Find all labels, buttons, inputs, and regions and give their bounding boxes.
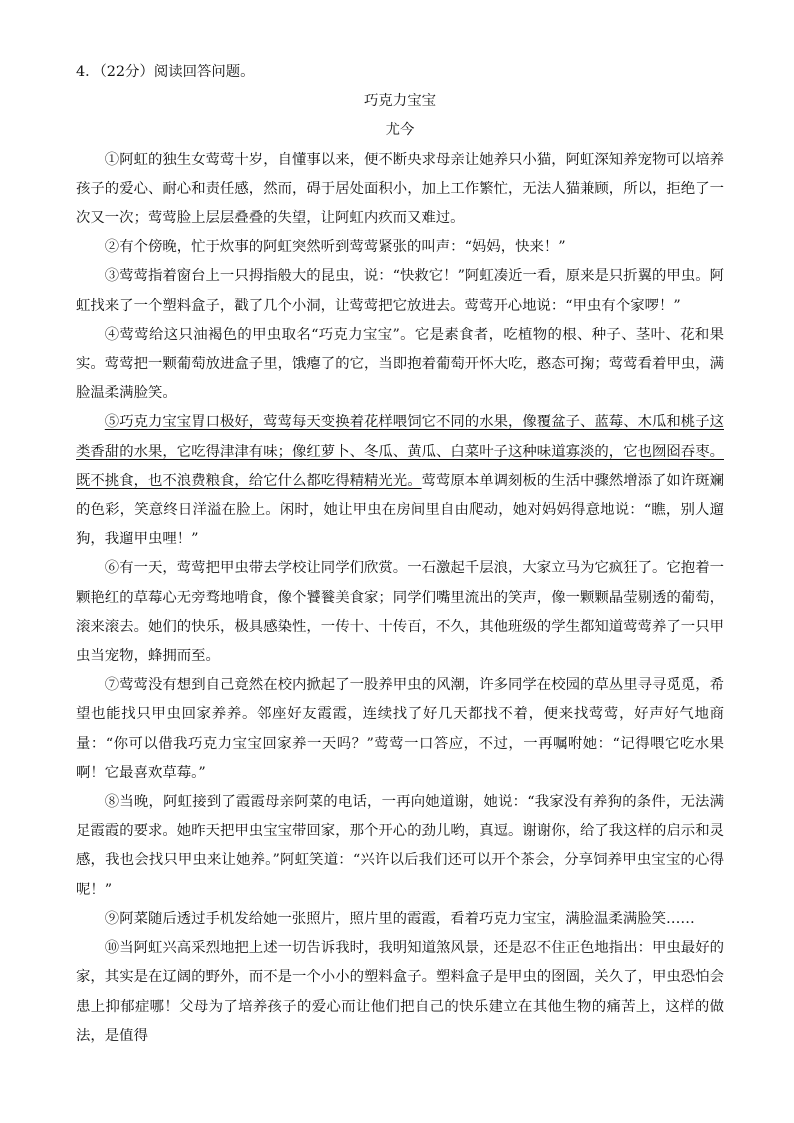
paragraph-5-underlined-text: ⑤巧克力宝宝胃口极好，莺莺每天变换着花样喂饲它不同的水果，像覆盆子、蓝莓、木瓜和桃子这类香甜的水果，它吃得津津有味；像红萝卜、冬瓜、黄瓜、白菜叶子这种味道寡淡的，它也囫囵吞枣。既不挑食，也不浪费粮食，给它什么都吃得精精光光。 — [76, 414, 724, 489]
paragraph-7: ⑦莺莺没有想到自己竟然在校内掀起了一股养甲虫的风潮，许多同学在校园的草丛里寻寻觅觅，希望也能找只甲虫回家养养。邻座好友霞霞，连续找了好几天都找不着，便来找莺莺，好声好气地商量：“你可以借我巧克力宝宝回家养一天吗？”莺莺一口答应，不过，一再嘱咐她：“记得喂它吃水果啊！它最喜欢草莓。” — [76, 677, 724, 781]
paragraph-10: ⑩当阿虹兴高采烈地把上述一切告诉我时，我明知道煞风景，还是忍不住正色地指出：甲虫最好的家，其实是在辽阔的野外，而不是一个小小的塑料盒子。塑料盒子是甲虫的囹圄，关久了，甲虫恐怕会患上抑郁症哪！父母为了培养孩子的爱心而让他们把自己的快乐建立在其他生物的痛苦上，这样的做法，是值得 — [76, 940, 724, 1044]
question-header: 4．（22分）阅读回答问题。 — [76, 64, 255, 80]
paragraph-5 — [76, 408, 724, 554]
exam-page — [76, 58, 724, 1051]
paragraph-2: ②有个傍晚，忙于炊事的阿虹突然听到莺莺紧张的叫声：“妈妈，快来！” — [104, 239, 566, 256]
paragraph-1: ①阿虹的独生女莺莺十岁，自懂事以来，便不断央求母亲让她养只小猫，阿虹深知养宠物可以培养孩子的爱心、耐心和责任感，然而，碍于居处面积小，加上工作繁忙，无法人猫兼顾，所以，拒绝了一次又一次；莺莺脸上层层叠叠的失望，让阿虹内疚而又难过。 — [76, 151, 724, 227]
paragraph-4: ④莺莺给这只油褐色的甲虫取名“巧克力宝宝”。它是素食者，吃植物的根、种子、茎叶、花和果实。莺莺把一颗葡萄放进盒子里，饿瘪了的它，当即抱着葡萄开怀大吃，憨态可掬；莺莺看着甲虫，满脸温柔满脸笑。 — [76, 326, 724, 402]
paragraph-8: ⑧当晚，阿虹接到了霞霞母亲阿菜的电话，一再向她道谢，她说：“我家没有养狗的条件，无法满足霞霞的要求。她昨天把甲虫宝宝带回家，那个开心的劲儿哟，真逗。谢谢你，给了我这样的启示和灵感，我也会找只甲虫来让她养。”阿虹笑道：“兴许以后我们还可以开个茶会，分享饲养甲虫宝宝的心得呢！” — [76, 794, 724, 898]
article-author: 尤今 — [385, 122, 415, 139]
article-title: 巧克力宝宝 — [364, 93, 436, 110]
paragraph-6: ⑥有一天，莺莺把甲虫带去学校让同学们欣赏。一石激起千层浪，大家立马为它疯狂了。它抱着一颗艳红的草莓心无旁骛地啃食，像个饕餮美食家；同学们嘴里流出的笑声，像一颗颗晶莹剔透的葡萄，滚来滚去。她们的快乐，极具感染性，一传十、十传百，不久，其他班级的学生都知道莺莺养了一只甲虫当宠物，蜂拥而至。 — [76, 560, 724, 665]
paragraph-9: ⑨阿菜随后透过手机发给她一张照片，照片里的霞霞，看着巧克力宝宝，满脸温柔满脸笑…… — [104, 910, 695, 927]
paragraph-5-text: 莺莺原本单调刻板的生活中骤然增添了如许斑斓的色彩，笑意终日洋溢在脸上。闲时，她让甲虫在房间里自由爬动，她对妈妈得意地说：“瞧，别人遛狗，我遛甲虫哩！” — [76, 472, 724, 548]
paragraph-3: ③莺莺指着窗台上一只拇指般大的昆虫，说：“快救它！”阿虹凑近一看，原来是只折翼的甲虫。阿虹找来了一个塑料盒子，戳了几个小洞，让莺莺把它放进去。莺莺开心地说：“甲虫有个家啰！” — [76, 268, 724, 314]
